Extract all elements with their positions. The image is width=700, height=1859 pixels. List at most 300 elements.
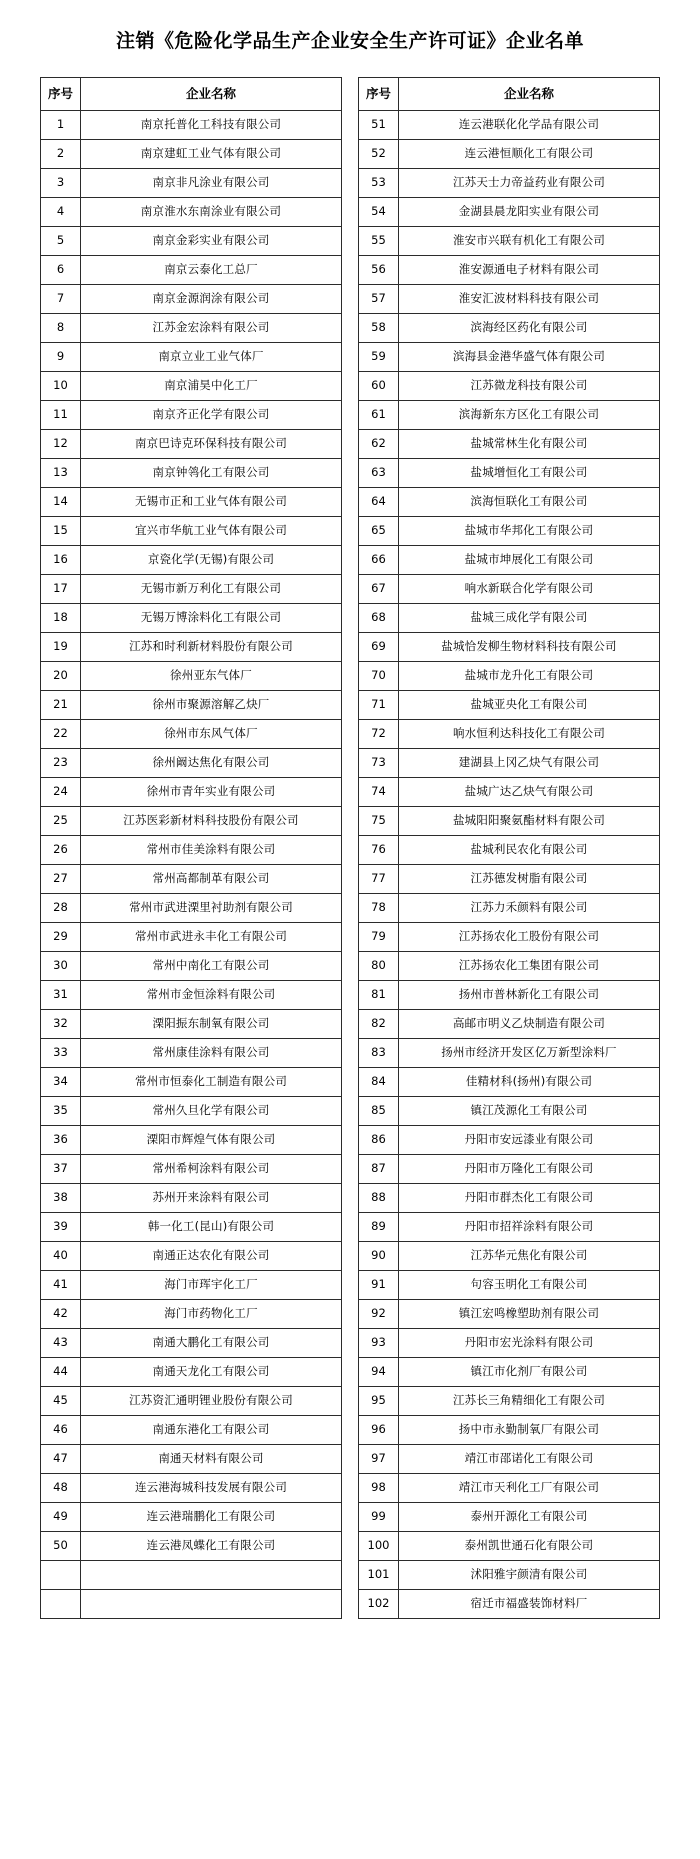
- table-row: [41, 1386, 342, 1415]
- row-index: 70: [359, 661, 399, 690]
- row-index: 11: [41, 400, 81, 429]
- table-row: [359, 835, 660, 864]
- enterprise-name: 响水恒利达科技化工有限公司: [399, 719, 660, 748]
- table-header-row: [41, 77, 342, 110]
- enterprise-name: 响水新联合化学有限公司: [399, 574, 660, 603]
- table-row: [359, 197, 660, 226]
- table-row: [359, 980, 660, 1009]
- enterprise-name: 南通东港化工有限公司: [81, 1415, 342, 1444]
- enterprise-name: 江苏微龙科技有限公司: [399, 371, 660, 400]
- table-row: [359, 1125, 660, 1154]
- row-index: 16: [41, 545, 81, 574]
- row-index: 45: [41, 1386, 81, 1415]
- table-row: [359, 1560, 660, 1589]
- enterprise-name: 南京浦昊中化工厂: [81, 371, 342, 400]
- table-row: [359, 1386, 660, 1415]
- enterprise-table-left: [40, 77, 342, 1619]
- table-row: [359, 545, 660, 574]
- enterprise-table-right: [358, 77, 660, 1619]
- row-index: 63: [359, 458, 399, 487]
- enterprise-name: 盐城恰发柳生物材料科技有限公司: [399, 632, 660, 661]
- row-index: 4: [41, 197, 81, 226]
- left-column: [40, 77, 342, 1619]
- enterprise-name: 南京金源润涂有限公司: [81, 284, 342, 313]
- page-title: 注销《危险化学品生产企业安全生产许可证》企业名单: [115, 30, 584, 52]
- row-index: 67: [359, 574, 399, 603]
- table-row: [359, 1357, 660, 1386]
- enterprise-name: 江苏力禾颜料有限公司: [399, 893, 660, 922]
- row-index: 13: [41, 458, 81, 487]
- row-index: 87: [359, 1154, 399, 1183]
- row-index: 98: [359, 1473, 399, 1502]
- empty-name-cell: [81, 1589, 342, 1618]
- enterprise-name: 沭阳雅宇颜清有限公司: [399, 1560, 660, 1589]
- row-index: 68: [359, 603, 399, 632]
- table-row-empty: [41, 1589, 342, 1618]
- enterprise-name: 连云港瑞鹏化工有限公司: [81, 1502, 342, 1531]
- enterprise-name: 盐城常林生化有限公司: [399, 429, 660, 458]
- row-index: 14: [41, 487, 81, 516]
- row-index: 94: [359, 1357, 399, 1386]
- row-index: 60: [359, 371, 399, 400]
- row-index: 25: [41, 806, 81, 835]
- table-row: [359, 922, 660, 951]
- row-index: 58: [359, 313, 399, 342]
- row-index: 102: [359, 1589, 399, 1618]
- row-index: 75: [359, 806, 399, 835]
- column-header-index: 序号: [41, 77, 81, 110]
- row-index: 22: [41, 719, 81, 748]
- enterprise-name: 无锡市新万利化工有限公司: [81, 574, 342, 603]
- table-row: [359, 1183, 660, 1212]
- enterprise-name: 溧阳振东制氧有限公司: [81, 1009, 342, 1038]
- enterprise-name: 句容玉明化工有限公司: [399, 1270, 660, 1299]
- table-row: [359, 1531, 660, 1560]
- row-index: 56: [359, 255, 399, 284]
- table-row: [359, 777, 660, 806]
- enterprise-name: 靖江市天利化工厂有限公司: [399, 1473, 660, 1502]
- row-index: 49: [41, 1502, 81, 1531]
- table-row: [41, 342, 342, 371]
- enterprise-name: 镇江宏鸣橡塑助剂有限公司: [399, 1299, 660, 1328]
- row-index: 18: [41, 603, 81, 632]
- row-index: 39: [41, 1212, 81, 1241]
- enterprise-name: 连云港凤蝶化工有限公司: [81, 1531, 342, 1560]
- row-index: 47: [41, 1444, 81, 1473]
- table-row: [359, 516, 660, 545]
- row-index: 2: [41, 139, 81, 168]
- table-row: [41, 1328, 342, 1357]
- enterprise-name: 泰州凯世通石化有限公司: [399, 1531, 660, 1560]
- table-row: [359, 458, 660, 487]
- row-index: 69: [359, 632, 399, 661]
- enterprise-name: 滨海经区药化有限公司: [399, 313, 660, 342]
- table-row: [359, 864, 660, 893]
- enterprise-name: 江苏天士力帝益药业有限公司: [399, 168, 660, 197]
- row-index: 90: [359, 1241, 399, 1270]
- enterprise-name: 淮安汇波材料科技有限公司: [399, 284, 660, 313]
- row-index: 30: [41, 951, 81, 980]
- table-row: [359, 1270, 660, 1299]
- row-index: 95: [359, 1386, 399, 1415]
- row-index: 71: [359, 690, 399, 719]
- table-row: [41, 371, 342, 400]
- empty-name-cell: [81, 1560, 342, 1589]
- row-index: 37: [41, 1154, 81, 1183]
- table-row: [359, 893, 660, 922]
- enterprise-name: 盐城三成化学有限公司: [399, 603, 660, 632]
- row-index: 54: [359, 197, 399, 226]
- table-row: [359, 1212, 660, 1241]
- row-index: 62: [359, 429, 399, 458]
- row-index: 84: [359, 1067, 399, 1096]
- enterprise-name: 镇江市化剂厂有限公司: [399, 1357, 660, 1386]
- enterprise-name: 南京巴诗克环保科技有限公司: [81, 429, 342, 458]
- enterprise-name: 南通天材料有限公司: [81, 1444, 342, 1473]
- enterprise-name: 滨海恒联化工有限公司: [399, 487, 660, 516]
- enterprise-name: 建湖县上冈乙炔气有限公司: [399, 748, 660, 777]
- table-row: [41, 516, 342, 545]
- table-body-right: [359, 110, 660, 1618]
- table-row: [359, 400, 660, 429]
- table-row: [359, 690, 660, 719]
- row-index: 9: [41, 342, 81, 371]
- row-index: 20: [41, 661, 81, 690]
- row-index: 41: [41, 1270, 81, 1299]
- enterprise-name: 无锡市正和工业气体有限公司: [81, 487, 342, 516]
- enterprise-name: 徐州亚东气体厂: [81, 661, 342, 690]
- enterprise-name: 江苏扬农化工股份有限公司: [399, 922, 660, 951]
- enterprise-name: 盐城市龙升化工有限公司: [399, 661, 660, 690]
- row-index: 1: [41, 110, 81, 139]
- enterprise-name: 江苏长三角精细化工有限公司: [399, 1386, 660, 1415]
- row-index: 51: [359, 110, 399, 139]
- table-row: [41, 806, 342, 835]
- table-row: [359, 748, 660, 777]
- row-index: 57: [359, 284, 399, 313]
- table-row: [359, 371, 660, 400]
- row-index: 65: [359, 516, 399, 545]
- row-index: 29: [41, 922, 81, 951]
- enterprise-name: 淮安市兴联有机化工有限公司: [399, 226, 660, 255]
- row-index: 93: [359, 1328, 399, 1357]
- table-row: [41, 110, 342, 139]
- row-index: 85: [359, 1096, 399, 1125]
- table-row: [359, 110, 660, 139]
- table-row: [41, 719, 342, 748]
- enterprise-name: 盐城增恒化工有限公司: [399, 458, 660, 487]
- table-row: [359, 632, 660, 661]
- enterprise-name: 常州市武进溧里衬助剂有限公司: [81, 893, 342, 922]
- table-row: [41, 1096, 342, 1125]
- table-row: [41, 1357, 342, 1386]
- table-row: [359, 1415, 660, 1444]
- column-header-index: 序号: [359, 77, 399, 110]
- row-index: 55: [359, 226, 399, 255]
- enterprise-name: 常州中南化工有限公司: [81, 951, 342, 980]
- enterprise-name: 南京金彩实业有限公司: [81, 226, 342, 255]
- enterprise-name: 连云港恒顺化工有限公司: [399, 139, 660, 168]
- table-body-left: [41, 110, 342, 1618]
- table-header-row: [359, 77, 660, 110]
- enterprise-name: 江苏华元焦化有限公司: [399, 1241, 660, 1270]
- table-row: [41, 1154, 342, 1183]
- row-index: 61: [359, 400, 399, 429]
- row-index: 74: [359, 777, 399, 806]
- table-row: [359, 1444, 660, 1473]
- table-row: [41, 1270, 342, 1299]
- table-row: [359, 255, 660, 284]
- enterprise-name: 海门市药物化工厂: [81, 1299, 342, 1328]
- row-index: 72: [359, 719, 399, 748]
- table-row: [41, 1125, 342, 1154]
- row-index: 19: [41, 632, 81, 661]
- table-row: [359, 1009, 660, 1038]
- row-index: 3: [41, 168, 81, 197]
- table-row: [41, 284, 342, 313]
- row-index: 32: [41, 1009, 81, 1038]
- table-row: [359, 487, 660, 516]
- table-row: [359, 719, 660, 748]
- table-row: [41, 545, 342, 574]
- enterprise-name: 常州久旦化学有限公司: [81, 1096, 342, 1125]
- table-row: [41, 1502, 342, 1531]
- row-index: 77: [359, 864, 399, 893]
- empty-index-cell: [41, 1560, 81, 1589]
- row-index: 53: [359, 168, 399, 197]
- table-row: [359, 284, 660, 313]
- table-row: [41, 1212, 342, 1241]
- row-index: 27: [41, 864, 81, 893]
- row-index: 99: [359, 1502, 399, 1531]
- table-row: [41, 748, 342, 777]
- row-index: 50: [41, 1531, 81, 1560]
- row-index: 10: [41, 371, 81, 400]
- row-index: 82: [359, 1009, 399, 1038]
- table-row: [41, 487, 342, 516]
- enterprise-name: 南京建虹工业气体有限公司: [81, 139, 342, 168]
- row-index: 17: [41, 574, 81, 603]
- table-row: [41, 603, 342, 632]
- enterprise-name: 丹阳市万隆化工有限公司: [399, 1154, 660, 1183]
- row-index: 42: [41, 1299, 81, 1328]
- table-row: [41, 168, 342, 197]
- enterprise-name: 盐城阳阳聚氨酯材料有限公司: [399, 806, 660, 835]
- enterprise-name: 常州高都制革有限公司: [81, 864, 342, 893]
- table-row: [359, 603, 660, 632]
- row-index: 78: [359, 893, 399, 922]
- enterprise-name: 苏州开来涂料有限公司: [81, 1183, 342, 1212]
- enterprise-name: 扬中市永勤制氧厂有限公司: [399, 1415, 660, 1444]
- enterprise-name: 镇江茂源化工有限公司: [399, 1096, 660, 1125]
- enterprise-name: 金湖县晨龙阳实业有限公司: [399, 197, 660, 226]
- row-index: 40: [41, 1241, 81, 1270]
- row-index: 36: [41, 1125, 81, 1154]
- table-row: [41, 1299, 342, 1328]
- enterprise-name: 徐州阚达焦化有限公司: [81, 748, 342, 777]
- table-row-empty: [41, 1560, 342, 1589]
- table-row: [359, 1589, 660, 1618]
- enterprise-name: 南京云泰化工总厂: [81, 255, 342, 284]
- enterprise-name: 淮安源通电子材料有限公司: [399, 255, 660, 284]
- column-header-name: 企业名称: [81, 77, 342, 110]
- enterprise-name: 江苏医彩新材料科技股份有限公司: [81, 806, 342, 835]
- table-row: [359, 951, 660, 980]
- enterprise-name: 宿迁市福盛装饰材料厂: [399, 1589, 660, 1618]
- enterprise-name: 徐州市东风气体厂: [81, 719, 342, 748]
- enterprise-name: 南通大鹏化工有限公司: [81, 1328, 342, 1357]
- table-row: [359, 1154, 660, 1183]
- row-index: 5: [41, 226, 81, 255]
- table-row: [359, 342, 660, 371]
- table-row: [41, 1415, 342, 1444]
- row-index: 83: [359, 1038, 399, 1067]
- table-row: [41, 951, 342, 980]
- table-row: [41, 458, 342, 487]
- table-row: [41, 922, 342, 951]
- enterprise-name: 江苏金宏涂料有限公司: [81, 313, 342, 342]
- table-row: [41, 574, 342, 603]
- row-index: 38: [41, 1183, 81, 1212]
- table-row: [41, 313, 342, 342]
- enterprise-name: 常州市武进永丰化工有限公司: [81, 922, 342, 951]
- table-row: [41, 226, 342, 255]
- enterprise-name: 常州希柯涂料有限公司: [81, 1154, 342, 1183]
- row-index: 6: [41, 255, 81, 284]
- table-row: [359, 429, 660, 458]
- enterprise-name: 丹阳市安远漆业有限公司: [399, 1125, 660, 1154]
- table-row: [359, 313, 660, 342]
- table-row: [359, 1473, 660, 1502]
- table-row: [41, 777, 342, 806]
- table-row: [359, 226, 660, 255]
- enterprise-name: 常州康佳涂料有限公司: [81, 1038, 342, 1067]
- enterprise-name: 高邮市明义乙炔制造有限公司: [399, 1009, 660, 1038]
- table-row: [359, 168, 660, 197]
- table-row: [41, 835, 342, 864]
- table-row: [41, 429, 342, 458]
- row-index: 64: [359, 487, 399, 516]
- enterprise-name: 扬州市普林新化工有限公司: [399, 980, 660, 1009]
- enterprise-name: 江苏资汇通明锂业股份有限公司: [81, 1386, 342, 1415]
- table-row: [41, 1473, 342, 1502]
- enterprise-name: 南京齐正化学有限公司: [81, 400, 342, 429]
- row-index: 31: [41, 980, 81, 1009]
- table-row: [41, 400, 342, 429]
- right-column: [358, 77, 660, 1619]
- row-index: 76: [359, 835, 399, 864]
- enterprise-name: 滨海县金港华盛气体有限公司: [399, 342, 660, 371]
- table-row: [359, 1502, 660, 1531]
- row-index: 88: [359, 1183, 399, 1212]
- enterprise-name: 常州市金恒涂料有限公司: [81, 980, 342, 1009]
- row-index: 89: [359, 1212, 399, 1241]
- table-row: [41, 1067, 342, 1096]
- row-index: 43: [41, 1328, 81, 1357]
- table-row: [359, 1299, 660, 1328]
- enterprise-name: 泰州开源化工有限公司: [399, 1502, 660, 1531]
- table-row: [41, 690, 342, 719]
- table-row: [41, 893, 342, 922]
- table-row: [41, 1241, 342, 1270]
- enterprise-name: 丹阳市群杰化工有限公司: [399, 1183, 660, 1212]
- row-index: 73: [359, 748, 399, 777]
- listing-tables: [0, 77, 700, 1659]
- enterprise-name: 南通天龙化工有限公司: [81, 1357, 342, 1386]
- enterprise-name: 佳精材科(扬州)有限公司: [399, 1067, 660, 1096]
- table-row: [359, 1096, 660, 1125]
- table-row: [359, 139, 660, 168]
- table-row: [359, 1038, 660, 1067]
- enterprise-name: 盐城亚央化工有限公司: [399, 690, 660, 719]
- enterprise-name: 连云港海城科技发展有限公司: [81, 1473, 342, 1502]
- enterprise-name: 江苏德发树脂有限公司: [399, 864, 660, 893]
- table-row: [41, 1009, 342, 1038]
- table-row: [41, 1531, 342, 1560]
- row-index: 7: [41, 284, 81, 313]
- enterprise-name: 溧阳市辉煌气体有限公司: [81, 1125, 342, 1154]
- row-index: 28: [41, 893, 81, 922]
- row-index: 12: [41, 429, 81, 458]
- enterprise-name: 徐州市青年实业有限公司: [81, 777, 342, 806]
- row-index: 15: [41, 516, 81, 545]
- row-index: 100: [359, 1531, 399, 1560]
- enterprise-name: 南京非凡涂业有限公司: [81, 168, 342, 197]
- row-index: 80: [359, 951, 399, 980]
- enterprise-name: 丹阳市宏光涂料有限公司: [399, 1328, 660, 1357]
- enterprise-name: 南京淮水东南涂业有限公司: [81, 197, 342, 226]
- table-row: [41, 980, 342, 1009]
- table-row: [359, 1328, 660, 1357]
- row-index: 44: [41, 1357, 81, 1386]
- row-index: 21: [41, 690, 81, 719]
- row-index: 91: [359, 1270, 399, 1299]
- row-index: 59: [359, 342, 399, 371]
- row-index: 52: [359, 139, 399, 168]
- row-index: 81: [359, 980, 399, 1009]
- empty-index-cell: [41, 1589, 81, 1618]
- table-row: [41, 632, 342, 661]
- enterprise-name: 常州市佳美涂料有限公司: [81, 835, 342, 864]
- enterprise-name: 常州市恒泰化工制造有限公司: [81, 1067, 342, 1096]
- enterprise-name: 京瓷化学(无锡)有限公司: [81, 545, 342, 574]
- table-row: [41, 1183, 342, 1212]
- enterprise-name: 盐城市坤展化工有限公司: [399, 545, 660, 574]
- enterprise-name: 盐城利民农化有限公司: [399, 835, 660, 864]
- enterprise-name: 滨海新东方区化工有限公司: [399, 400, 660, 429]
- row-index: 66: [359, 545, 399, 574]
- table-row: [41, 255, 342, 284]
- table-row: [41, 197, 342, 226]
- enterprise-name: 海门市珲宇化工厂: [81, 1270, 342, 1299]
- table-row: [359, 1067, 660, 1096]
- row-index: 8: [41, 313, 81, 342]
- table-row: [41, 1444, 342, 1473]
- enterprise-name: 丹阳市招祥涂料有限公司: [399, 1212, 660, 1241]
- table-row: [41, 661, 342, 690]
- enterprise-name: 无锡万博涂料化工有限公司: [81, 603, 342, 632]
- enterprise-name: 江苏扬农化工集团有限公司: [399, 951, 660, 980]
- table-row: [359, 806, 660, 835]
- row-index: 35: [41, 1096, 81, 1125]
- row-index: 86: [359, 1125, 399, 1154]
- row-index: 26: [41, 835, 81, 864]
- enterprise-name: 宜兴市华航工业气体有限公司: [81, 516, 342, 545]
- enterprise-name: 盐城市华邦化工有限公司: [399, 516, 660, 545]
- enterprise-name: 江苏和时利新材料股份有限公司: [81, 632, 342, 661]
- table-row: [41, 864, 342, 893]
- row-index: 79: [359, 922, 399, 951]
